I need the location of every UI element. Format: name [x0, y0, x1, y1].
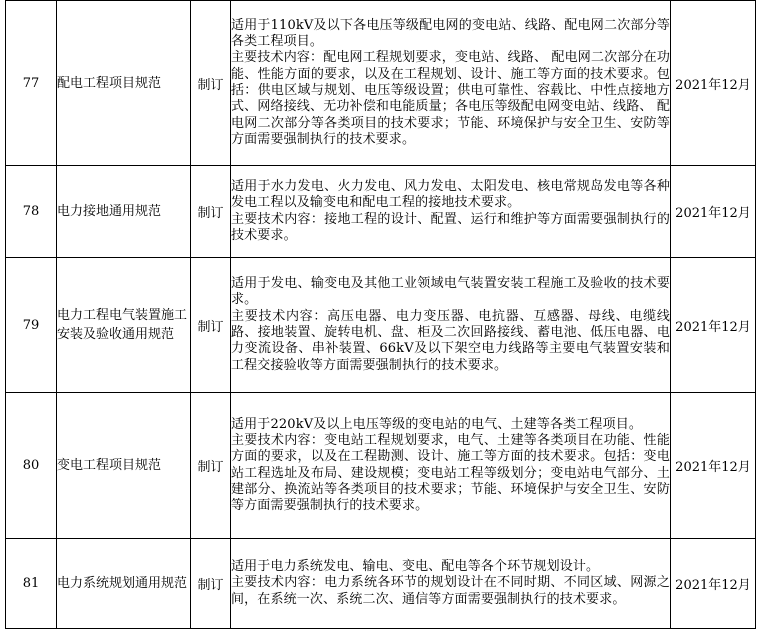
- row-number: 78: [6, 166, 57, 258]
- table-row-78: [6, 166, 756, 258]
- completion-date: 2021年12月: [671, 258, 756, 393]
- scope-text: 适用于110kV及以下各电压等级配电网的变电站、线路、配电网二次部分等各类工程项目。: [231, 17, 670, 50]
- work-type: 制订: [191, 258, 231, 393]
- tech-content-text: 主要技术内容：高压电器、电力变压器、电抗器、互感器、母线、电缆线路、接地装置、旋转电机、盘、柜及二次回路接线、蓄电池、低压电器、电力变流设备、串补装置、66kV及以下架空电力线路等主要电气装置安装和工程交接验收等方面需要强制执行的技术要求。: [231, 308, 670, 373]
- row-number: 79: [6, 258, 57, 393]
- scope-text: 适用于220kV及以上电压等级的变电站的电气、土建等各类工程项目。: [231, 416, 643, 432]
- completion-date: 2021年12月: [671, 166, 756, 258]
- standard-name: 配电工程项目规范: [57, 1, 191, 166]
- completion-date: 2021年12月: [671, 539, 756, 629]
- table-row-79: [6, 258, 756, 393]
- completion-date: 2021年12月: [671, 393, 756, 539]
- row-number: 81: [6, 539, 57, 629]
- standard-name: 变电工程项目规范: [57, 393, 191, 539]
- main-content: [231, 393, 671, 539]
- standard-name: 电力系统规划通用规范: [57, 539, 191, 629]
- table-row-81: [6, 539, 756, 629]
- main-content: [231, 539, 671, 629]
- row-number: 77: [6, 1, 57, 166]
- main-content: [231, 1, 671, 166]
- scope-text: 适用于电力系统发电、输电、变电、配电等各个环节规划设计。: [231, 559, 600, 575]
- standard-name: 电力接地通用规范: [57, 166, 191, 258]
- table-row-80: [6, 393, 756, 539]
- standard-name: 电力工程电气装置施工安装及验收通用规范: [57, 258, 191, 393]
- table-row-77: [6, 1, 756, 166]
- work-type: 制订: [191, 393, 231, 539]
- tech-content-text: 主要技术内容：接地工程的设计、配置、运行和维护等方面需要强制执行的技术要求。: [231, 211, 670, 243]
- scope-text: 适用于水力发电、火力发电、风力发电、太阳发电、核电常规岛发电等各种发电工程以及输变电和配电工程的接地技术要求。: [231, 178, 670, 211]
- main-content: [231, 166, 671, 258]
- completion-date: 2021年12月: [671, 1, 756, 166]
- scope-text: 适用于发电、输变电及其他工业领域电气装置安装工程施工及验收的技术要求。: [231, 276, 670, 308]
- tech-content-text: 主要技术内容：变电站工程规划要求，电气、土建等各类项目在功能、性能方面的要求，以及在工程勘测、设计、施工等方面的技术要求。包括：变电站工程选址及布局、建设规模；变电站工程等级划分；变电站电气部分、土建部分、换流站等各类项目的技术要求；节能、环境保护与安全卫生、安防等方面需要强制执行的技术要求。: [231, 432, 670, 514]
- work-type: 制订: [191, 1, 231, 166]
- main-content: [231, 258, 671, 393]
- work-type: 制订: [191, 539, 231, 629]
- tech-content-text: 主要技术内容：配电网工程规划要求，变电站、线路、 配电网二次部分在功能、性能方面的要求，以及在工程规划、设计、施工等方面的技术要求。包括：供电区域与规划、电压等级设置；供电可靠性、容载比、中性点接地方式、网络接线、无功补偿和电能质量；各电压等级配电网变电站、线路、 配电网二次部分等各类项目的技术要求；节能、环境保护与安全卫生、安防等方面需要强制执行的技术要求。: [231, 50, 670, 147]
- row-number: 80: [6, 393, 57, 539]
- work-type: 制订: [191, 166, 231, 258]
- standards-table: [5, 0, 756, 629]
- tech-content-text: 主要技术内容：电力系统各环节的规划设计在不同时期、不同区域、网源之间，在系统一次、系统二次、通信等方面需要强制执行的技术要求。: [231, 575, 670, 607]
